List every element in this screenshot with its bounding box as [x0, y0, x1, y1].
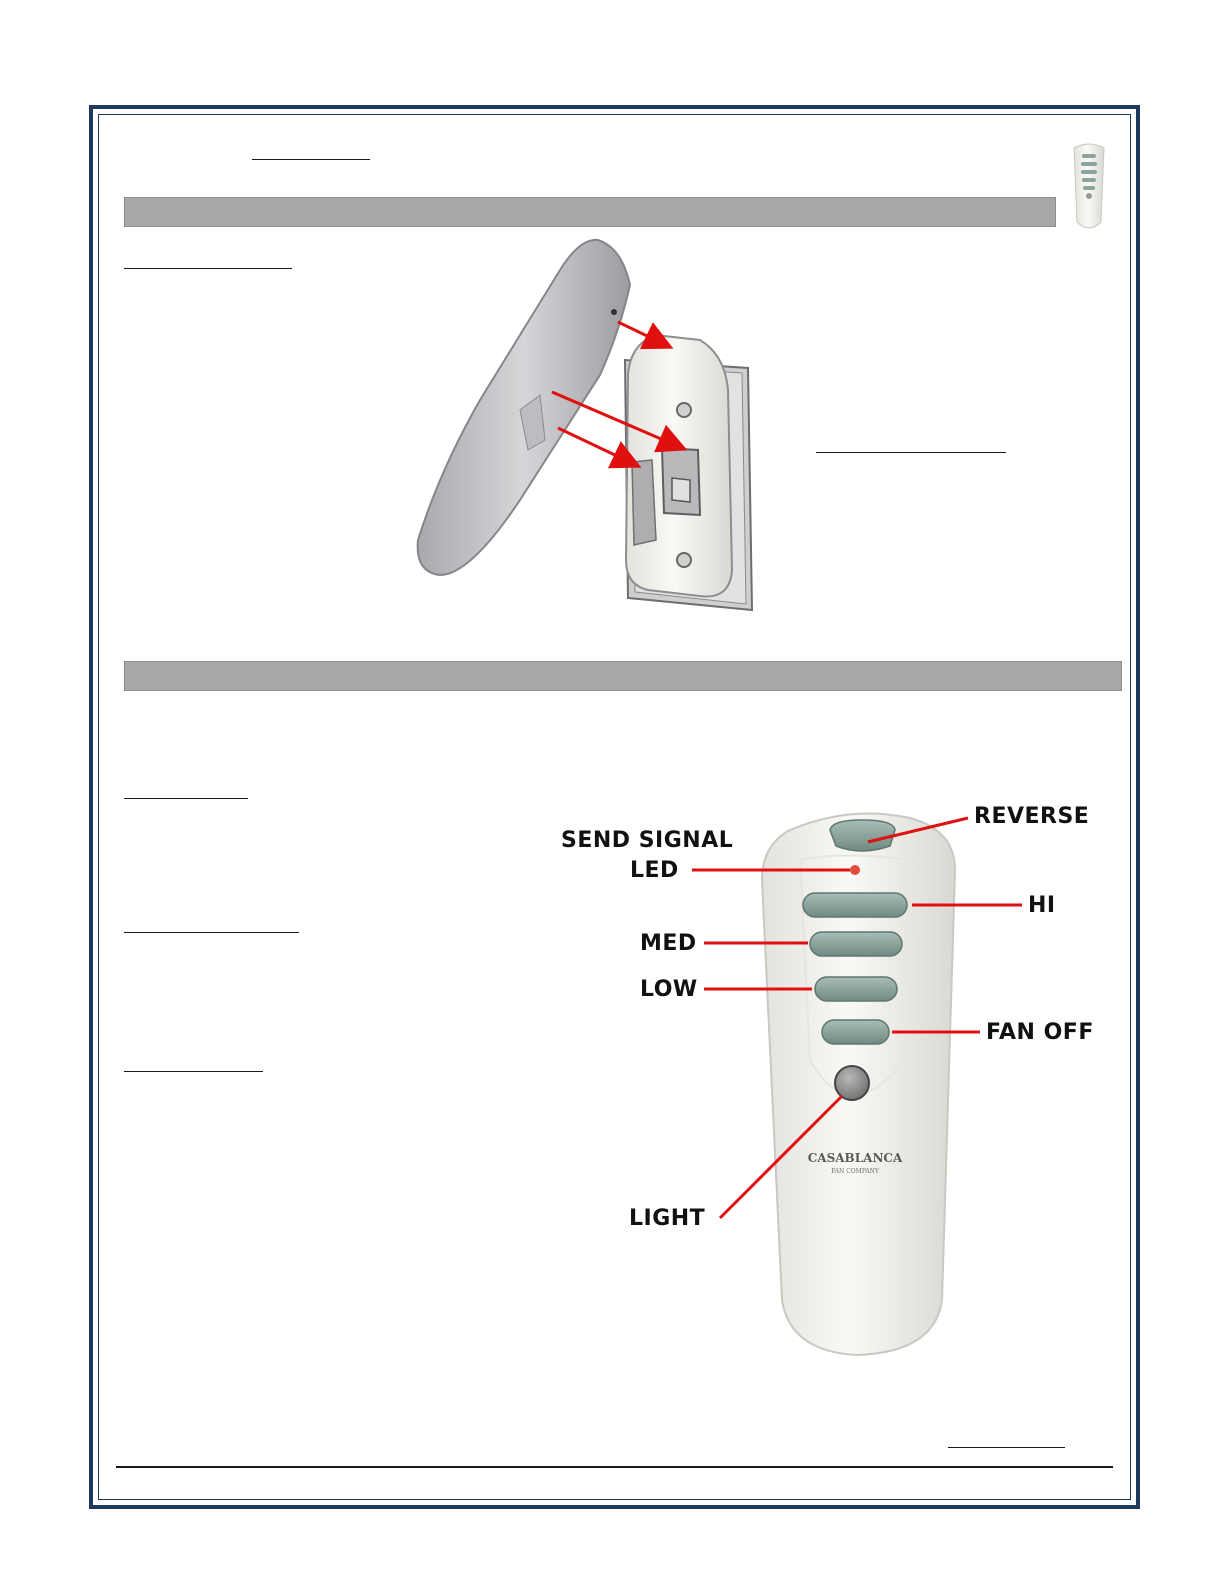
- label-fan-off: FAN OFF: [986, 1020, 1094, 1045]
- remote-control-illustration: [692, 814, 1022, 1355]
- led-image: [850, 865, 860, 875]
- label-led: LED: [630, 858, 679, 883]
- label-hi: HI: [1028, 893, 1056, 918]
- med-button-image: [810, 932, 902, 956]
- reverse-button-image: [830, 820, 895, 851]
- fan-off-button-image: [822, 1020, 889, 1044]
- brand-logo: CASABLANCA: [807, 1151, 903, 1165]
- label-send-signal: SEND SIGNAL: [561, 828, 734, 853]
- label-reverse: REVERSE: [974, 804, 1090, 829]
- label-low: LOW: [640, 977, 698, 1002]
- wall-mount-illustration: [418, 240, 752, 610]
- low-button-image: [815, 977, 897, 1001]
- light-button-image: [835, 1066, 869, 1100]
- thumbnail-remote-image: [1074, 144, 1104, 228]
- hi-button-image: [803, 893, 907, 917]
- label-light: LIGHT: [629, 1206, 706, 1231]
- label-med: MED: [640, 931, 697, 956]
- brand-sub: FAN COMPANY: [831, 1168, 879, 1175]
